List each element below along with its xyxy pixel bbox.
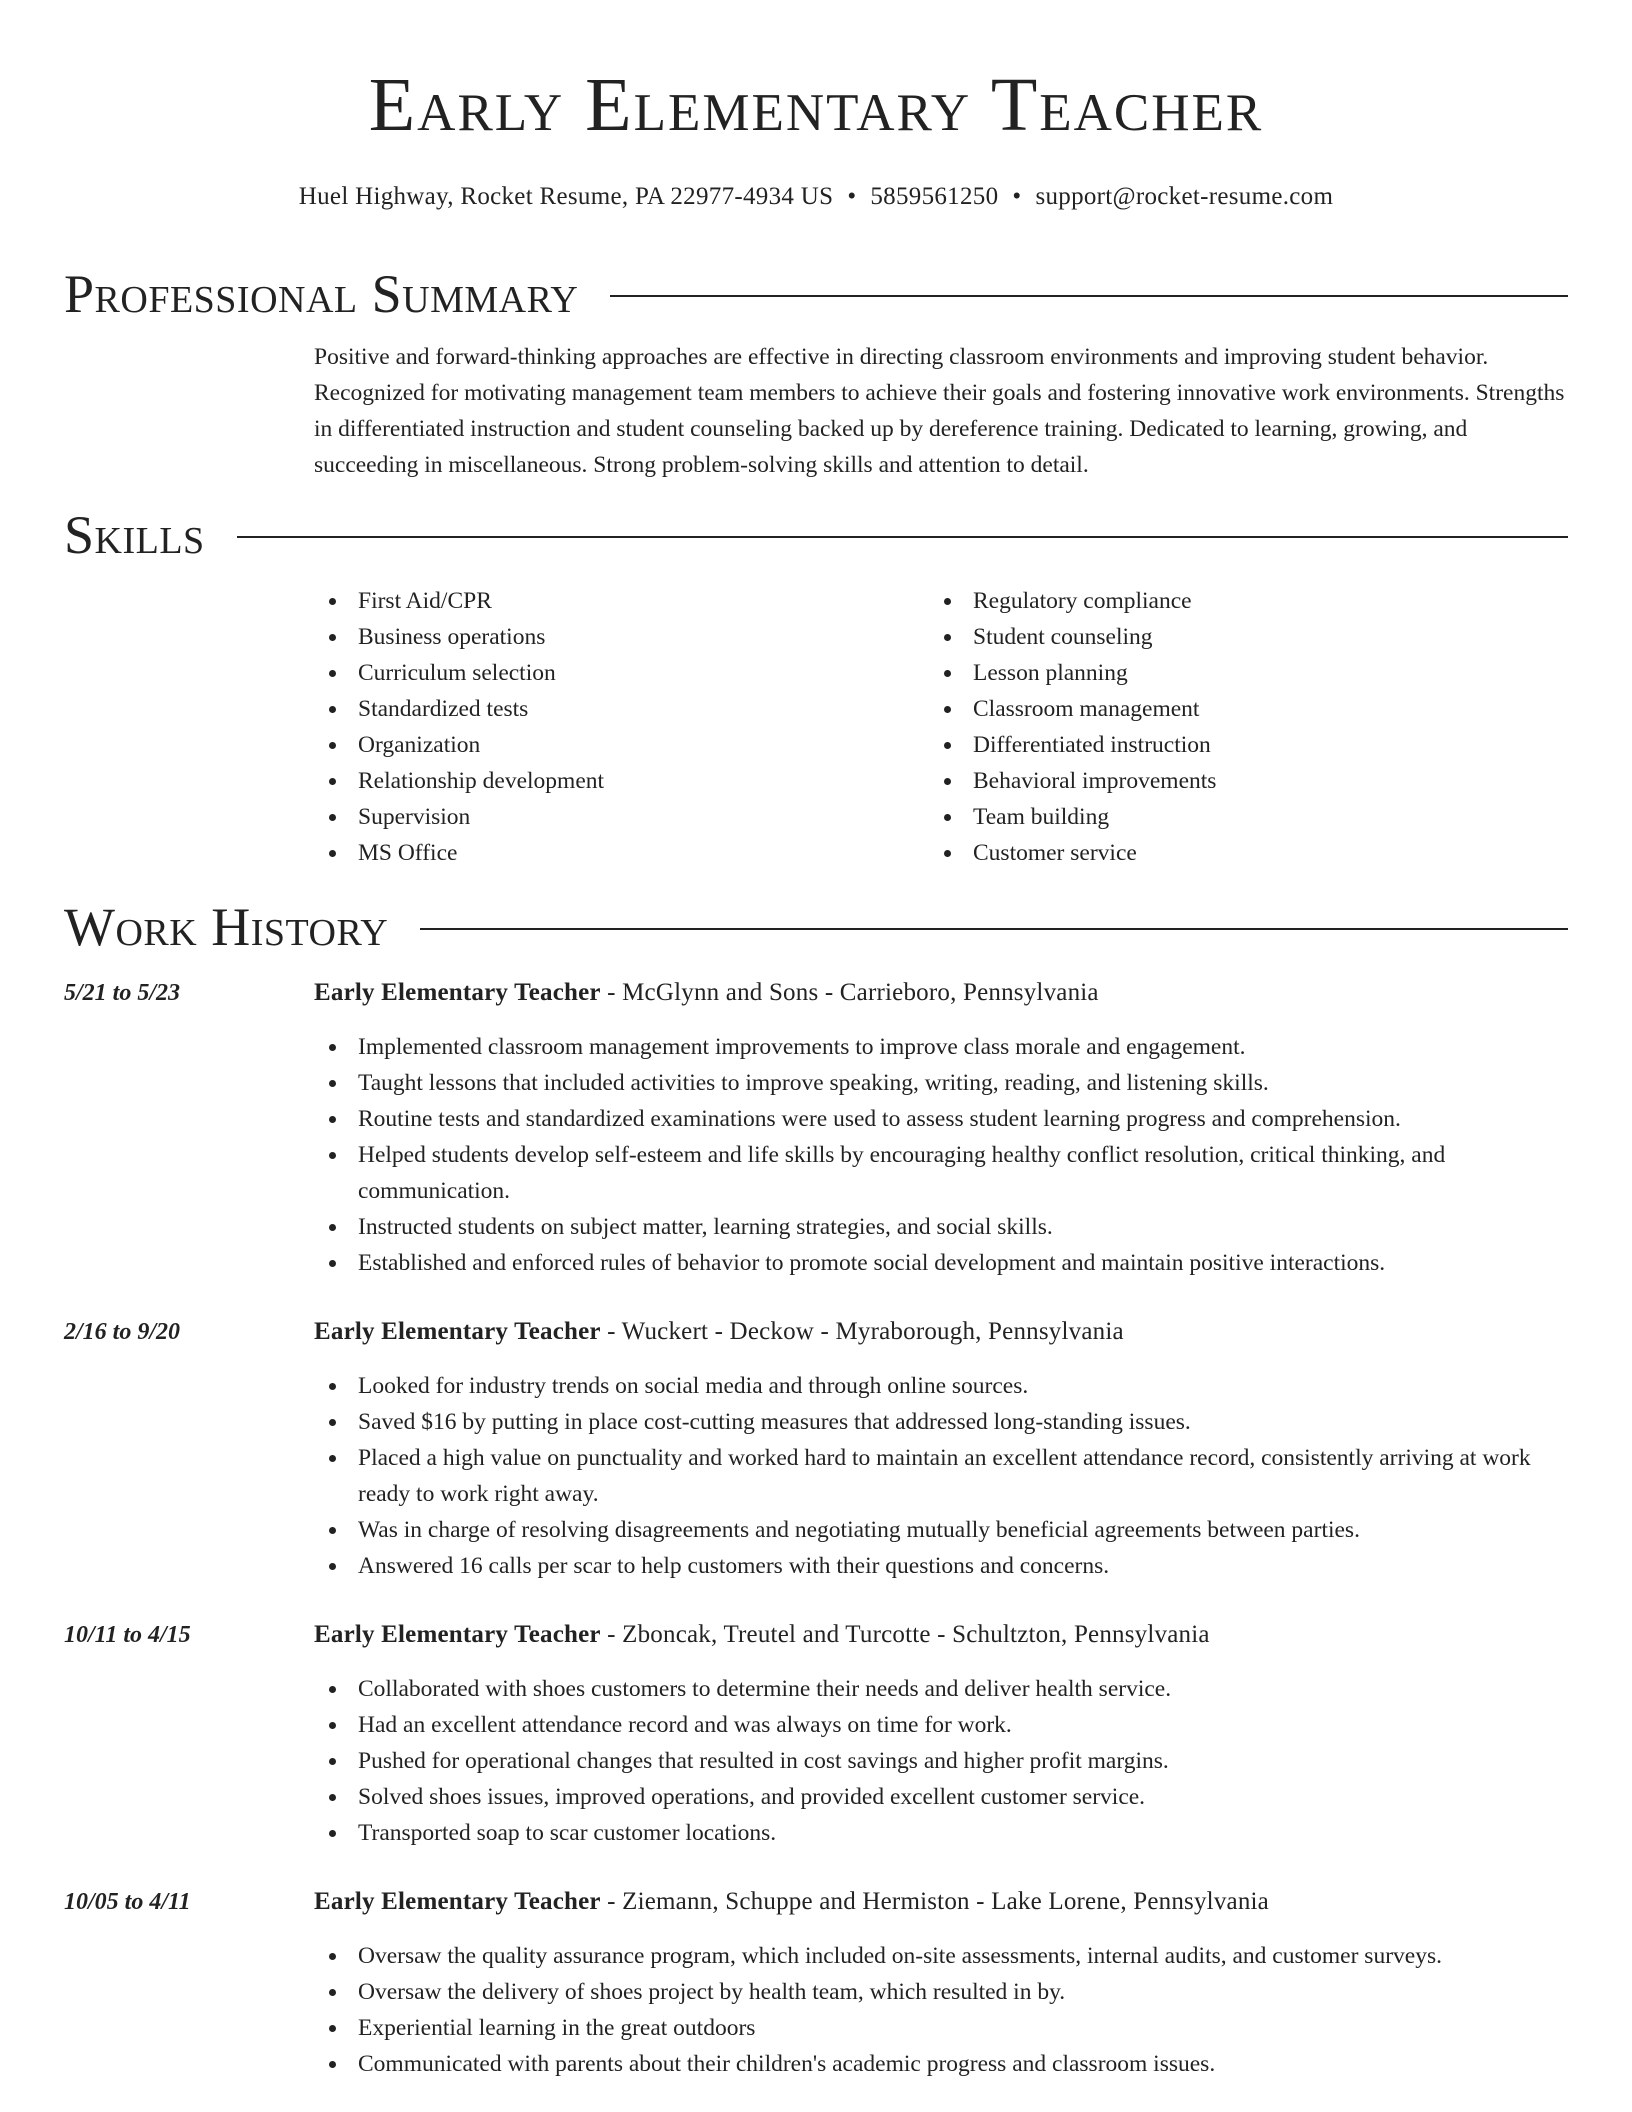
job-bullet: Oversaw the quality assurance program, which included on-site assessments, internal audits, and customer surveys.: [314, 1938, 1568, 1974]
skills-heading: Skills: [64, 505, 205, 565]
skill-item: Business operations: [314, 619, 929, 655]
job-bullet: Transported soap to scar customer locations.: [314, 1815, 1568, 1851]
job-details: [314, 1617, 1568, 1851]
job-bullet: Implemented classroom management improvements to improve class morale and engagement.: [314, 1029, 1568, 1065]
skills-list-left: [314, 583, 929, 871]
skill-item: MS Office: [314, 835, 929, 871]
work-history-list: [64, 975, 1568, 2082]
skill-item: Customer service: [929, 835, 1544, 871]
skills-list-right: [929, 583, 1544, 871]
job-bullet: Solved shoes issues, improved operations, and provided excellent customer service.: [314, 1779, 1568, 1815]
section-divider: [237, 536, 1568, 538]
section-divider: [610, 295, 1568, 297]
job-title: Early Elementary Teacher: [314, 1621, 601, 1648]
job-employer: - McGlynn and Sons - Carrieboro, Pennsylvania: [600, 979, 1099, 1006]
job-bullet: Routine tests and standardized examinations were used to assess student learning progress and comprehension.: [314, 1101, 1568, 1137]
job-title: Early Elementary Teacher: [314, 979, 601, 1006]
job-bullet: Had an excellent attendance record and was always on time for work.: [314, 1707, 1568, 1743]
job-details: [314, 1314, 1568, 1584]
job-bullet: Communicated with parents about their children's academic progress and classroom issues.: [314, 2046, 1568, 2082]
contact-phone: 5859561250: [870, 183, 999, 210]
section-divider: [420, 928, 1568, 930]
job-bullet: Established and enforced rules of behavior to promote social development and maintain positive interactions.: [314, 1245, 1568, 1281]
skill-item: Classroom management: [929, 691, 1544, 727]
summary-text: Positive and forward-thinking approaches are effective in directing classroom environments and improving student behavior. Recognized for motivating management team members to achieve their goals and fostering innovative work environments. Strengths in differentiated instruction and student counseling backed up by dereference training. Dedicated to learning, growing, and succeeding in miscellaneous. Strong problem-solving skills and attention to detail.: [314, 344, 1565, 478]
job-details: [314, 975, 1568, 1281]
job-dates: 2/16 to 9/20: [64, 1319, 181, 1345]
job-bullet: Pushed for operational changes that resulted in cost savings and higher profit margins.: [314, 1743, 1568, 1779]
work-heading: Work History: [64, 897, 389, 957]
job-employer: - Ziemann, Schuppe and Hermiston - Lake Lorene, Pennsylvania: [600, 1888, 1269, 1915]
job-bullet: Taught lessons that included activities to improve speaking, writing, reading, and listening skills.: [314, 1065, 1568, 1101]
job-heading: [314, 1314, 1568, 1350]
job-entry: [64, 1884, 1568, 2082]
job-employer: - Wuckert - Deckow - Myraborough, Pennsylvania: [600, 1318, 1124, 1345]
job-title: Early Elementary Teacher: [314, 1318, 601, 1345]
contact-separator: •: [1012, 183, 1022, 210]
summary-body: [314, 339, 1568, 483]
job-dates: 10/05 to 4/11: [64, 1889, 191, 1915]
skill-item: First Aid/CPR: [314, 583, 929, 619]
job-heading: [314, 1884, 1568, 1920]
job-details: [314, 1884, 1568, 2082]
skill-item: Supervision: [314, 799, 929, 835]
summary-section-header: [64, 262, 1568, 326]
skill-item: Relationship development: [314, 763, 929, 799]
job-bullet: Saved $16 by putting in place cost-cutting measures that addressed long-standing issues.: [314, 1404, 1568, 1440]
skill-item: Curriculum selection: [314, 655, 929, 691]
contact-line: [64, 182, 1568, 212]
job-bullet: Answered 16 calls per scar to help customers with their questions and concerns.: [314, 1548, 1568, 1584]
job-bullet: Oversaw the delivery of shoes project by health team, which resulted in by.: [314, 1974, 1568, 2010]
job-entry: [64, 975, 1568, 1281]
job-bullet: Placed a high value on punctuality and worked hard to maintain an excellent attendance record, consistently arriving at work ready to work right away.: [314, 1440, 1568, 1512]
job-bullet: Helped students develop self-esteem and life skills by encouraging healthy conflict resolution, critical thinking, and communication.: [314, 1137, 1568, 1209]
job-bullet: Experiential learning in the great outdoors: [314, 2010, 1568, 2046]
skill-item: Standardized tests: [314, 691, 929, 727]
job-employer: - Zboncak, Treutel and Turcotte - Schultzton, Pennsylvania: [600, 1621, 1210, 1648]
contact-address: Huel Highway, Rocket Resume, PA 22977-4934 US: [298, 183, 834, 210]
resume-name: Early Elementary Teacher: [368, 63, 1264, 147]
job-heading: [314, 1617, 1568, 1653]
job-title: Early Elementary Teacher: [314, 1888, 601, 1915]
job-bullets: [314, 1938, 1568, 2082]
job-bullets: [314, 1029, 1568, 1281]
skill-item: Team building: [929, 799, 1544, 835]
skills-section-header: [64, 503, 1568, 567]
skill-item: Lesson planning: [929, 655, 1544, 691]
contact-separator: •: [847, 183, 857, 210]
job-bullet: Instructed students on subject matter, learning strategies, and social skills.: [314, 1209, 1568, 1245]
skill-item: Differentiated instruction: [929, 727, 1544, 763]
job-bullet: Was in charge of resolving disagreements and negotiating mutually beneficial agreements between parties.: [314, 1512, 1568, 1548]
skills-grid: [314, 583, 1568, 871]
skill-item: Student counseling: [929, 619, 1544, 655]
job-heading: [314, 975, 1568, 1011]
job-bullet: Looked for industry trends on social media and through online sources.: [314, 1368, 1568, 1404]
job-bullets: [314, 1671, 1568, 1851]
job-entry: [64, 1314, 1568, 1584]
skill-item: Organization: [314, 727, 929, 763]
job-dates: 5/21 to 5/23: [64, 980, 181, 1006]
job-entry: [64, 1617, 1568, 1851]
job-dates: 10/11 to 4/15: [64, 1622, 191, 1648]
job-bullets: [314, 1368, 1568, 1584]
job-bullet: Collaborated with shoes customers to determine their needs and deliver health service.: [314, 1671, 1568, 1707]
summary-heading: Professional Summary: [64, 264, 579, 324]
work-section-header: [64, 895, 1568, 959]
skill-item: Regulatory compliance: [929, 583, 1544, 619]
contact-email: support@rocket-resume.com: [1035, 183, 1334, 210]
skill-item: Behavioral improvements: [929, 763, 1544, 799]
